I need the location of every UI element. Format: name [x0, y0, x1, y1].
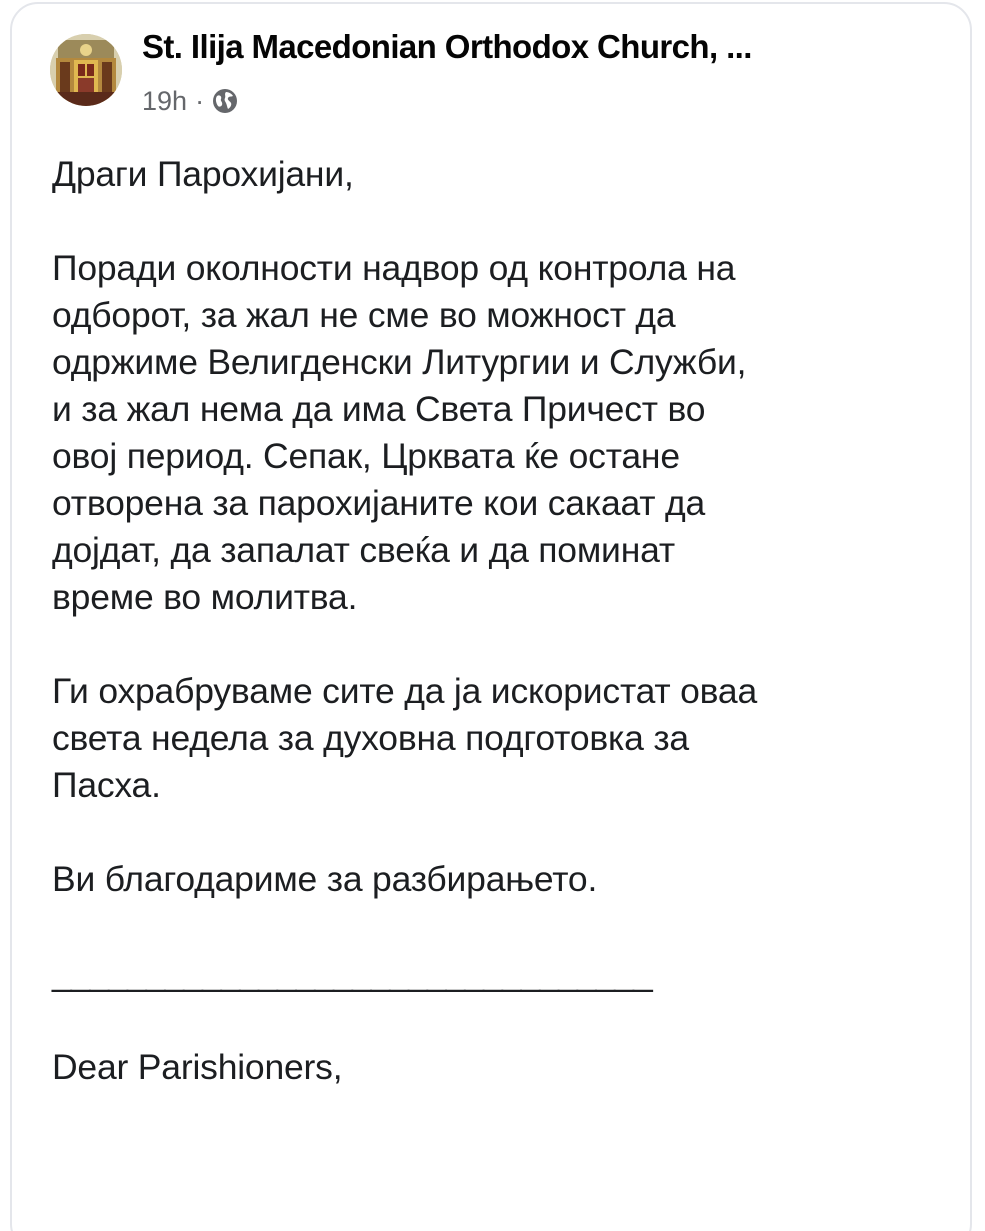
thanks-mk: Ви благодариме за разбирањето.: [52, 859, 598, 899]
post-timestamp[interactable]: 19h: [142, 85, 188, 116]
church-photo-icon: [50, 34, 122, 106]
post-meta: [142, 84, 238, 118]
globe-icon[interactable]: [212, 88, 238, 114]
greeting-en: Dear Parishioners,: [52, 1047, 343, 1087]
page-avatar[interactable]: [50, 34, 122, 106]
greeting-mk: Драги Парохијани,: [52, 154, 354, 194]
paragraph-1-mk: Поради околности надвор од контрола на одборот, за жал не сме во можност да одржиме Велигденски Литургии и Служби, и за жал нема да има Света Причест во овој период. Сепак, Црквата ќе остане отворена за парохијаните кои сакаат да дојдат, да запалат свеќа и да поминат време во молитва.: [52, 248, 747, 617]
meta-separator: ·: [195, 85, 205, 116]
paragraph-2-mk: Ги охрабруваме сите да ја искористат оваа света недела за духовна подготовка за Пасха.: [52, 671, 758, 805]
post-card: [10, 2, 972, 1231]
text-separator: ________________________________: [52, 953, 652, 993]
post-body: [52, 151, 972, 1091]
page-name[interactable]: St. Ilija Macedonian Orthodox Church, ...: [142, 28, 752, 65]
